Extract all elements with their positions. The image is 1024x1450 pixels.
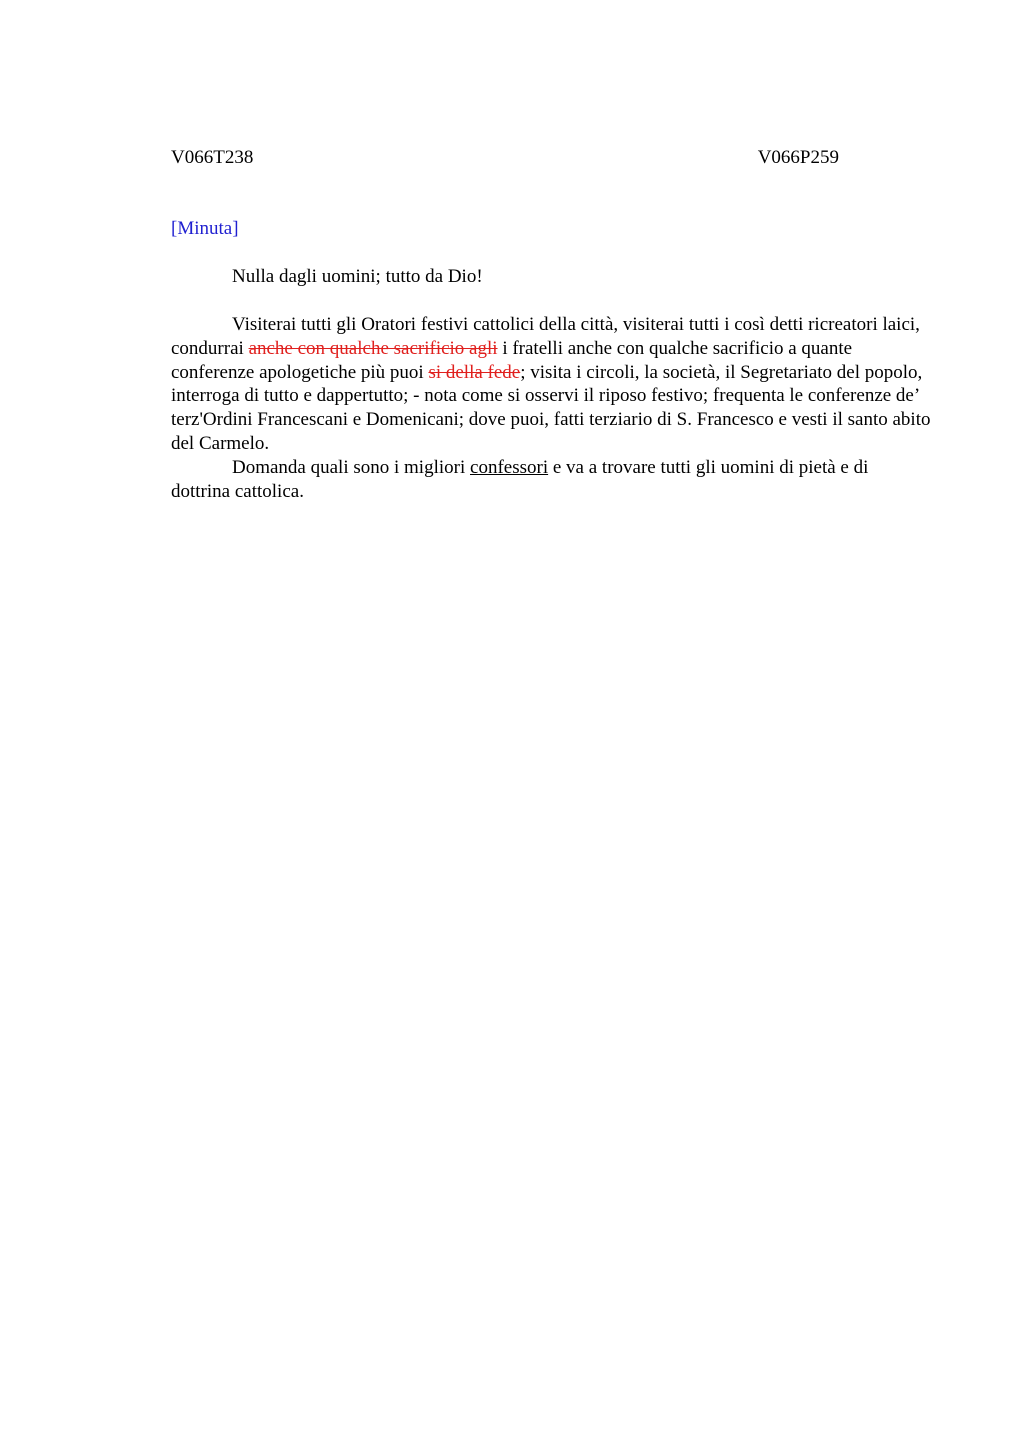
paragraph-1-text-3: ; visita i circoli, la società, il Segretariato del popolo, interroga di tutto e dappertutto; - nota come si osservi il riposo festivo; frequenta le conferenze de’ terz'Ordini Francescani e Domenicani; dove puoi, fatti terziario di S. Francesco e vesti il santo abito del Carmelo. bbox=[171, 361, 931, 454]
document-code-left: V066T238 bbox=[171, 147, 254, 168]
motto-line: Nulla dagli uomini; tutto da Dio! bbox=[232, 266, 483, 287]
paragraph-1-text-1: Visiterai tutti gli Oratori festivi cattolici della città, visiterai tutti i così detti ricreatori laici, condurrai bbox=[171, 314, 920, 359]
paragraph-2-text-1: Domanda quali sono i migliori bbox=[232, 456, 471, 478]
document-header bbox=[171, 146, 839, 170]
document-code-right: V066P259 bbox=[757, 147, 839, 168]
minuta-label: [Minuta] bbox=[171, 218, 239, 239]
struck-text-1: anche con qualche sacrificio agli bbox=[248, 337, 498, 359]
paragraph-1 bbox=[171, 313, 931, 456]
paragraph-1-text-2: i fratelli anche con qualche sacrificio a quante conferenze apologetiche più puoi bbox=[171, 337, 853, 383]
paragraph-2-text-2: e va a trovare tutti gli uomini di pietà e di dottrina cattolica. bbox=[171, 456, 869, 502]
paragraph-2 bbox=[171, 456, 931, 504]
struck-text-2: si della fede bbox=[428, 361, 521, 383]
letter-body bbox=[171, 313, 931, 503]
underlined-word: confessori bbox=[470, 456, 549, 478]
